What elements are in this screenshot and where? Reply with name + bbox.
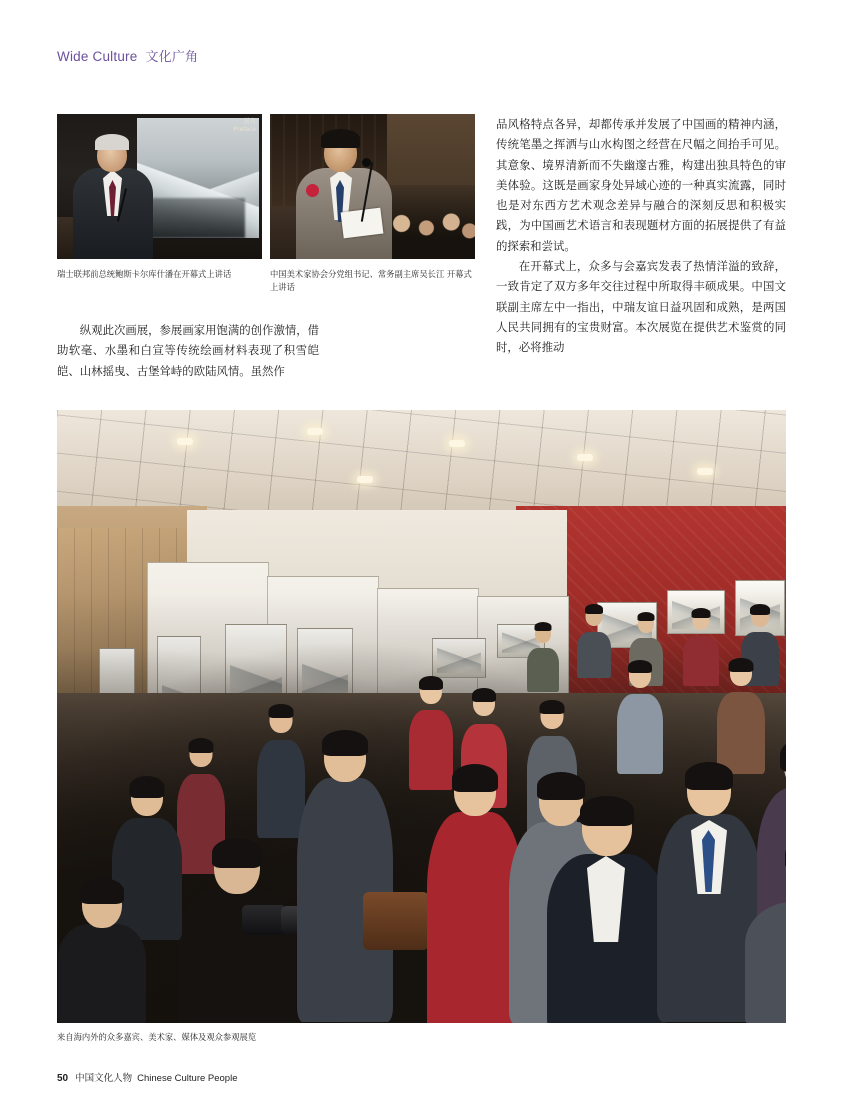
- paragraph: 品风格特点各异，却都传承并发展了中国画的精神内涵，传统笔墨之挥洒与山水构图之经营在尺幅之间抬手可见。其意象、境界清新而不失幽邃古雅，构建出独具特色的审美体验。这既是画家身处异域心迹的一种真实流露，同时也是对东西方艺术观念差异与融合的深刻反思和积极实践，为中国画艺术语言和表现题材方面的拓展提供了有益的探索和尝试。: [496, 117, 786, 253]
- body-text-right-column: [496, 114, 786, 358]
- ceiling-light: [449, 440, 465, 447]
- visitor-glasses-front: [745, 840, 786, 1023]
- torso: [58, 924, 146, 1023]
- hair: [750, 604, 770, 615]
- hair: [419, 676, 443, 690]
- hair: [540, 700, 565, 714]
- hair: [692, 608, 711, 618]
- header-chinese: 文化广角: [145, 50, 199, 65]
- ceiling-light: [577, 454, 593, 461]
- glasses-icon: [327, 147, 354, 154]
- paragraph: 在开幕式上，众多与会嘉宾发表了热情洋溢的致辞，一致肯定了双方多年交往过程中所取得丰硕成果。中国文联副主席左中一指出，中瑞友谊日益巩固和成熟，是两国人民共同拥有的宝贵财富。本次展览在提供艺术鉴赏的同时，必将推动: [496, 259, 786, 355]
- hair: [628, 660, 652, 673]
- white-shirt: [587, 856, 625, 942]
- hair: [322, 730, 368, 756]
- hair: [269, 704, 294, 718]
- publication-name-cn: 中国文化人物: [75, 1073, 133, 1084]
- visitor: [617, 662, 663, 772]
- torso: [577, 632, 611, 678]
- hair: [729, 658, 754, 672]
- hair: [189, 738, 214, 753]
- torso: [683, 636, 719, 686]
- speaker-hair: [321, 129, 360, 148]
- camera-body: [242, 905, 286, 935]
- torso: [527, 648, 559, 692]
- ceiling-light: [357, 476, 373, 483]
- wu-changjiang-speech-photo: [270, 114, 475, 259]
- top-photo-row: [57, 114, 475, 259]
- shoulder-bag: [363, 892, 429, 950]
- preface-overlay-text: 前言 Preface: [233, 118, 256, 133]
- visitor: [683, 610, 719, 684]
- publication-name-en: Chinese Culture People: [137, 1073, 238, 1084]
- hair: [537, 772, 585, 800]
- hair: [580, 796, 634, 826]
- visitor-front-left: [57, 880, 147, 1023]
- torso: [617, 694, 663, 774]
- paragraph: 纵观此次画展，参展画家用饱满的创作激情，借助软毫、水墨和白宣等传统绘画材料表现了积雪皑皑、山林摇曳、古堡耸峙的欧陆风情。虽然作: [57, 323, 320, 378]
- torso: [745, 902, 786, 1023]
- hair: [585, 604, 603, 614]
- ceiling-light: [177, 438, 193, 445]
- hair: [130, 776, 165, 798]
- hair: [785, 838, 786, 870]
- hair: [80, 878, 124, 904]
- page-header: [57, 46, 198, 65]
- speaker-hair: [95, 134, 129, 150]
- ceiling-light: [697, 468, 713, 475]
- hair: [685, 762, 733, 790]
- swiss-president-speech-photo: [57, 114, 262, 259]
- visitor: [577, 606, 611, 676]
- hair: [212, 838, 262, 868]
- caption-top-right: 中国美术家协会分党组书记、常务副主席吴长江 开幕式上讲话: [270, 269, 472, 292]
- visitor-with-bag: [297, 732, 393, 1022]
- hair: [535, 622, 552, 631]
- mountain-painting-backdrop: [137, 118, 259, 238]
- exhibition-hall-crowd-photo: [57, 410, 786, 1023]
- page-footer: [57, 1070, 237, 1084]
- hair: [780, 738, 786, 772]
- hair: [452, 764, 498, 792]
- visitor: [527, 624, 559, 690]
- page-number: 50: [57, 1073, 69, 1084]
- microphone: [362, 158, 371, 167]
- header-english: Wide Culture: [57, 49, 138, 64]
- caption-main-photo: 来自海内外的众多嘉宾、美术家、媒体及观众参观展览: [57, 1032, 257, 1042]
- body-text-left-column: [57, 320, 319, 381]
- boutonniere: [306, 184, 319, 197]
- hair: [472, 688, 496, 702]
- ceiling-light: [307, 428, 323, 435]
- hair: [638, 612, 655, 621]
- caption-top-left: 瑞士联邦前总统鲍斯卡尔库什潘在开幕式上讲话: [57, 269, 232, 279]
